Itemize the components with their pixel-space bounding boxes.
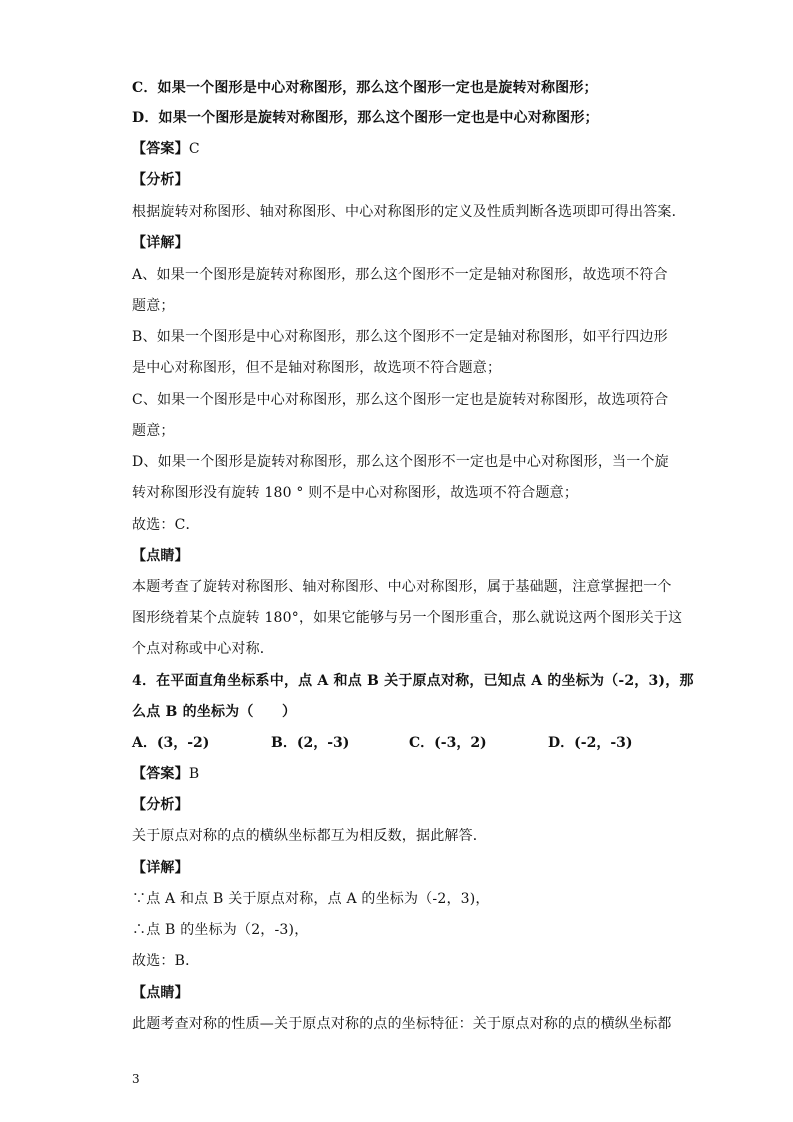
answer-value: C xyxy=(188,141,200,157)
question-4-stem-line-2: 么点 B 的坐标为（ ） xyxy=(132,704,297,720)
question-4-option-b: B．(2，-3) xyxy=(271,735,350,751)
question-3-detail-b-line-2: 是中心对称图形，但不是轴对称图形，故选项不符合题意； xyxy=(132,360,502,376)
answer-value: B xyxy=(188,766,200,782)
question-3-detail-c-line-2: 题意； xyxy=(132,423,175,439)
question-4-option-c: C．(-3，2) xyxy=(409,735,487,751)
question-3-detail-c-line-1: C、如果一个图形是中心对称图形，那么这个图形一定也是旋转对称图形，故选项符合 xyxy=(132,392,669,408)
question-3-analysis-tag: 【分析】 xyxy=(132,172,189,188)
answer-tag: 【答案】 xyxy=(132,141,189,157)
question-4-detail-line-2: ∴点 B 的坐标为（2，-3)， xyxy=(132,922,309,938)
question-3-comment-line-3: 个点对称或中心对称． xyxy=(132,641,274,657)
question-3-comment-line-2: 图形绕着某个点旋转 180°，如果它能够与另一个图形重合，那么就说这两个图形关于这 xyxy=(132,610,683,626)
question-4-choose: 故选：B． xyxy=(132,953,200,969)
question-4-analysis-tag: 【分析】 xyxy=(132,797,189,813)
question-4-comment-line-1: 此题考查对称的性质—关于原点对称的点的坐标特征：关于原点对称的点的横纵坐标都 xyxy=(132,1016,672,1032)
question-3-detail-d-line-1: D、如果一个图形是旋转对称图形，那么这个图形不一定也是中心对称图形，当一个旋 xyxy=(132,454,669,470)
question-3-detail-a-line-1: A、如果一个图形是旋转对称图形，那么这个图形不一定是轴对称图形，故选项不符合 xyxy=(132,267,668,283)
question-3-choose: 故选：C． xyxy=(132,517,200,533)
question-3-detail-a-line-2: 题意； xyxy=(132,298,175,314)
question-4-analysis-text: 关于原点对称的点的横纵坐标都互为相反数，据此解答． xyxy=(132,828,487,844)
answer-tag: 【答案】 xyxy=(132,766,189,782)
question-3-option-d: D．如果一个图形是旋转对称图形，那么这个图形一定也是中心对称图形； xyxy=(132,110,599,126)
question-3-detail-d-line-2: 转对称图形没有旋转 180 ° 则不是中心对称图形，故选项不符合题意； xyxy=(132,485,579,501)
question-4-detail-line-1: ∵点 A 和点 B 关于原点对称，点 A 的坐标为（-2，3)， xyxy=(132,891,490,907)
page-number: 3 xyxy=(132,1072,140,1086)
question-3-detail-tag: 【详解】 xyxy=(132,235,189,251)
question-4-detail-tag: 【详解】 xyxy=(132,860,189,876)
question-3-answer xyxy=(132,140,200,158)
question-4-answer xyxy=(132,765,199,783)
question-4-comment-tag: 【点睛】 xyxy=(132,985,189,1001)
question-4-option-d: D．(-2，-3) xyxy=(548,735,633,751)
question-3-comment-tag: 【点睛】 xyxy=(132,548,189,564)
question-4-option-a: A．(3，-2) xyxy=(132,735,210,751)
question-4-stem-line-1: 4．在平面直角坐标系中，点 A 和点 B 关于原点对称，已知点 A 的坐标为（-2，3)，那 xyxy=(132,673,694,689)
question-3-detail-b-line-1: B、如果一个图形是中心对称图形，那么这个图形不一定是轴对称图形，如平行四边形 xyxy=(132,329,668,345)
question-3-comment-line-1: 本题考查了旋转对称图形、轴对称图形、中心对称图形，属于基础题，注意掌握把一个 xyxy=(132,579,672,595)
question-3-analysis-text: 根据旋转对称图形、轴对称图形、中心对称图形的定义及性质判断各选项即可得出答案． xyxy=(132,204,686,220)
question-3-option-c: C．如果一个图形是中心对称图形，那么这个图形一定也是旋转对称图形； xyxy=(132,80,598,96)
